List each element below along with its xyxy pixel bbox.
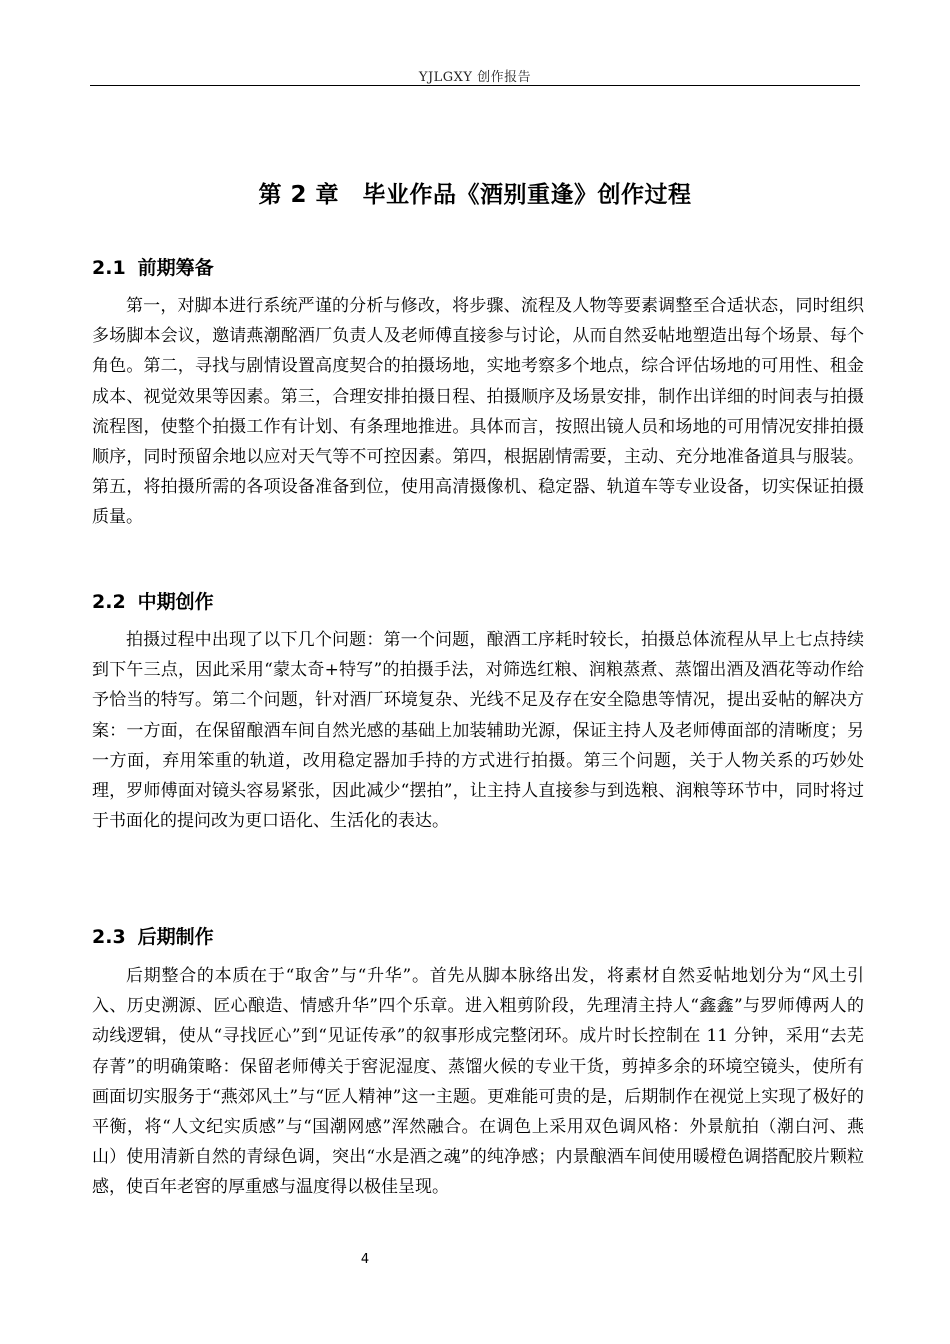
section-number: 2.2	[92, 591, 126, 613]
running-header: YJLGXY 创作报告	[418, 70, 532, 85]
section-number: 2.3	[92, 926, 126, 948]
page-number: 4	[360, 1252, 370, 1267]
section-title: 前期筹备	[137, 257, 214, 279]
section-title: 中期创作	[137, 591, 214, 613]
section-number: 2.1	[92, 257, 126, 279]
section-paragraph-2-3: 后期整合的本质在于“取舍”与“升华”。首先从脚本脉络出发，将素材自然妥帖地划分为“风土引入、历史溯源、匠心酿造、情感升华”四个乐章。进入粗剪阶段，先理清主持人“鑫鑫”与罗师傅两人的动线逻辑，使从“寻找匠心”到“见证传承”的叙事形成完整闭环。成片时长控制在 11 分钟，采用“去芜存菁”的明确策略：保留老师傅关于窖泥湿度、蒸馏火候的专业干货，剪掉多余的环境空镜头，使所有画面切实服务于“燕郊风土”与“匠人精神”这一主题。更难能可贵的是，后期制作在视觉上实现了极好的平衡，将“人文纪实质感”与“国潮网感”浑然融合。在调色上采用双色调风格：外景航拍（潮白河、燕山）使用清新自然的青绿色调，突出“水是酒之魂”的纯净感；内景酿酒车间使用暖橙色调搭配胶片颗粒感，使百年老窖的厚重感与温度得以极佳呈现。	[92, 966, 864, 1198]
section-title: 后期制作	[137, 926, 214, 948]
section-heading-2-1	[92, 253, 214, 280]
section-heading-2-3	[92, 922, 214, 949]
section-heading-2-2	[92, 587, 214, 614]
chapter-title: 第 2 章 毕业作品《酒别重逢》创作过程	[258, 182, 692, 208]
header-divider	[90, 85, 860, 86]
section-paragraph-2-2: 拍摄过程中出现了以下几个问题：第一个问题，酿酒工序耗时较长，拍摄总体流程从早上七点持续到下午三点，因此采用“蒙太奇+特写”的拍摄手法，对筛选红粮、润粮蒸煮、蒸馏出酒及酒花等动作给予恰当的特写。第二个问题，针对酒厂环境复杂、光线不足及存在安全隐患等情况，提出妥帖的解决方案：一方面，在保留酿酒车间自然光感的基础上加装辅助光源，保证主持人及老师傅面部的清晰度；另一方面，弃用笨重的轨道，改用稳定器加手持的方式进行拍摄。第三个问题，关于人物关系的巧妙处理，罗师傅面对镜头容易紧张，因此减少“摆拍”，让主持人直接参与到选粮、润粮等环节中，同时将过于书面化的提问改为更口语化、生活化的表达。	[92, 630, 864, 832]
section-paragraph-2-1: 第一，对脚本进行系统严谨的分析与修改，将步骤、流程及人物等要素调整至合适状态，同时组织多场脚本会议，邀请燕潮酩酒厂负责人及老师傅直接参与讨论，从而自然妥帖地塑造出每个场景、每个角色。第二，寻找与剧情设置高度契合的拍摄场地，实地考察多个地点，综合评估场地的可用性、租金成本、视觉效果等因素。第三，合理安排拍摄日程、拍摄顺序及场景安排，制作出详细的时间表与拍摄流程图，使整个拍摄工作有计划、有条理地推进。具体而言，按照出镜人员和场地的可用情况安排拍摄顺序，同时预留余地以应对天气等不可控因素。第四，根据剧情需要，主动、充分地准备道具与服装。第五，将拍摄所需的各项设备准备到位，使用高清摄像机、稳定器、轨道车等专业设备，切实保证拍摄质量。	[92, 296, 864, 528]
